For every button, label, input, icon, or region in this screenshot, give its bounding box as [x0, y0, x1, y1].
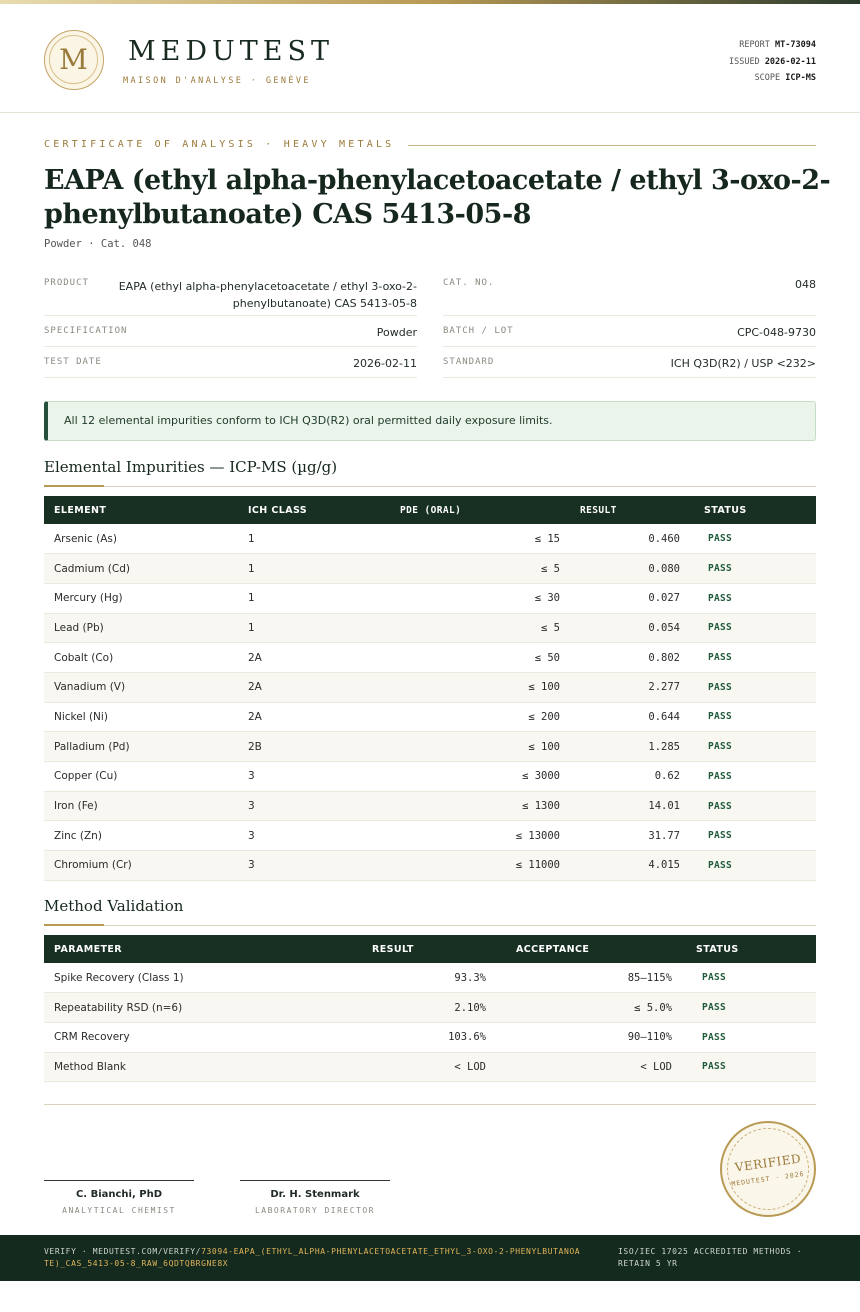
info-batch-value: CPC-048-9730: [737, 326, 816, 339]
pde-cell: ≤ 50: [368, 643, 570, 673]
logo-letter: M: [59, 43, 88, 76]
element-cell: Copper (Cu): [44, 762, 238, 792]
table-row: [44, 672, 816, 702]
status-badge: PASS: [690, 851, 816, 881]
element-cell: Vanadium (V): [44, 672, 238, 702]
element-cell: Lead (Pb): [44, 613, 238, 643]
signature-role: ANALYTICAL CHEMIST: [62, 1206, 176, 1215]
meta-issued: [729, 54, 816, 71]
info-product: [44, 268, 417, 316]
result-cell: 0.460: [570, 524, 690, 554]
ich-class-cell: 1: [238, 613, 368, 643]
validation-header-row: [44, 935, 816, 963]
meta-issued-value: 2026-02-11: [764, 56, 816, 67]
result-cell: 93.3%: [344, 963, 496, 993]
info-product-label: PRODUCT: [44, 278, 89, 288]
acceptance-cell: 85–115%: [496, 963, 682, 993]
col-acceptance: ACCEPTANCE: [516, 943, 590, 955]
acceptance-cell: ≤ 5.0%: [496, 993, 682, 1023]
result-cell: 31.77: [570, 821, 690, 851]
impurities-section-title: Elemental Impurities — ICP-MS (µg/g): [44, 458, 338, 476]
result-cell: 1.285: [570, 732, 690, 762]
table-row: [44, 993, 816, 1023]
footer: [0, 1235, 860, 1281]
parameter-cell: Method Blank: [44, 1052, 344, 1082]
result-cell: 0.62: [570, 762, 690, 792]
col-status: STATUS: [704, 504, 747, 516]
status-badge: PASS: [690, 821, 816, 851]
acceptance-cell: 90–110%: [496, 1022, 682, 1052]
element-cell: Palladium (Pd): [44, 732, 238, 762]
meta-issued-label: ISSUED: [728, 56, 760, 67]
signature-name: Dr. H. Stenmark: [270, 1189, 360, 1200]
ich-class-cell: 1: [238, 524, 368, 554]
info-standard-label: STANDARD: [443, 357, 495, 367]
acceptance-cell: < LOD: [496, 1052, 682, 1082]
ich-class-cell: 2A: [238, 702, 368, 732]
ich-class-cell: 1: [238, 554, 368, 584]
pde-cell: ≤ 1300: [368, 791, 570, 821]
status-badge: PASS: [682, 1052, 816, 1082]
pde-cell: ≤ 15: [368, 524, 570, 554]
page-subtitle: Powder · Cat. 048: [44, 238, 152, 250]
validation-section-title: Method Validation: [44, 897, 184, 915]
impurities-rule-accent: [44, 485, 104, 487]
status-badge: PASS: [690, 554, 816, 584]
page-title: EAPA (ethyl alpha-phenylacetoacetate / ethyl 3-oxo-2-phenylbutanoate) CAS 5413-05-8: [44, 165, 831, 230]
table-row: [44, 762, 816, 792]
verified-seal: [720, 1121, 816, 1217]
accreditation-note: ISO/IEC 17025 ACCREDITED METHODS · RETAIN 5 YR: [618, 1247, 803, 1268]
seal-main-text: VERIFIED: [734, 1151, 802, 1175]
col-ich-class: ICH CLASS: [248, 504, 307, 516]
pde-cell: ≤ 5: [368, 613, 570, 643]
result-cell: 103.6%: [344, 1022, 496, 1052]
status-badge: PASS: [690, 672, 816, 702]
ich-class-cell: 2B: [238, 732, 368, 762]
signature-chemist: [44, 1180, 194, 1215]
parameter-cell: CRM Recovery: [44, 1022, 344, 1052]
signature-role: LABORATORY DIRECTOR: [254, 1206, 375, 1215]
col-result: RESULT: [580, 504, 617, 516]
table-row: [44, 1052, 816, 1082]
table-row: [44, 821, 816, 851]
result-cell: 0.644: [570, 702, 690, 732]
table-row: [44, 554, 816, 584]
col-element: ELEMENT: [54, 504, 107, 516]
ich-class-cell: 3: [238, 791, 368, 821]
result-cell: 0.027: [570, 583, 690, 613]
meta-scope-label: SCOPE: [754, 73, 781, 83]
pde-cell: ≤ 5: [368, 554, 570, 584]
result-cell: < LOD: [344, 1052, 496, 1082]
element-cell: Arsenic (As): [44, 524, 238, 554]
table-row: [44, 732, 816, 762]
status-badge: PASS: [690, 583, 816, 613]
element-cell: Iron (Fe): [44, 791, 238, 821]
verify-line: [44, 1246, 584, 1270]
ich-class-cell: 3: [238, 851, 368, 881]
status-badge: PASS: [690, 762, 816, 792]
col-pde: PDE (ORAL): [400, 504, 462, 516]
result-cell: 2.10%: [344, 993, 496, 1023]
status-badge: PASS: [682, 1022, 816, 1052]
validation-table: [44, 935, 816, 1082]
info-specification: [44, 316, 417, 347]
brand-tagline: MAISON D'ANALYSE · GENÈVE: [123, 76, 311, 86]
result-cell: 4.015: [570, 851, 690, 881]
meta-scope: [729, 70, 816, 87]
col-val-result: RESULT: [372, 943, 414, 955]
conformance-notice: All 12 elemental impurities conform to ICH Q3D(R2) oral permitted daily exposure limits.: [44, 401, 816, 441]
table-row: [44, 643, 816, 673]
validation-section-rule: [44, 925, 816, 926]
result-cell: 0.802: [570, 643, 690, 673]
ich-class-cell: 3: [238, 821, 368, 851]
ich-class-cell: 1: [238, 583, 368, 613]
logo: [44, 30, 104, 90]
element-cell: Cobalt (Co): [44, 643, 238, 673]
pde-cell: ≤ 3000: [368, 762, 570, 792]
table-row: [44, 613, 816, 643]
table-row: [44, 702, 816, 732]
result-cell: 14.01: [570, 791, 690, 821]
signature-director: [240, 1180, 390, 1215]
status-badge: PASS: [682, 993, 816, 1023]
eyebrow-divider: [408, 145, 816, 146]
ich-class-cell: 2A: [238, 672, 368, 702]
result-cell: 0.054: [570, 613, 690, 643]
pde-cell: ≤ 30: [368, 583, 570, 613]
info-product-value: EAPA (ethyl alpha-phenylacetoacetate / ethyl 3-oxo-2-phenylbutanoate) CAS 5413-05-8: [118, 280, 417, 310]
result-cell: 0.080: [570, 554, 690, 584]
info-cat-no: [443, 268, 816, 316]
report-meta: [729, 37, 816, 87]
impurities-table: [44, 496, 816, 881]
info-standard-value: ICH Q3D(R2) / USP <232>: [670, 357, 816, 370]
table-row: [44, 583, 816, 613]
verify-prefix: VERIFY · MEDUTEST.COM/VERIFY/: [44, 1247, 202, 1256]
info-cat-label: CAT. NO.: [443, 278, 495, 288]
brand-name: MEDUTEST: [128, 36, 334, 67]
seal-sub-text: MEDUTEST · 2026: [730, 1169, 806, 1189]
info-cat-value: 048: [795, 278, 816, 291]
ich-class-cell: 3: [238, 762, 368, 792]
col-parameter: PARAMETER: [54, 943, 122, 955]
status-badge: PASS: [690, 791, 816, 821]
signature-divider: [44, 1104, 816, 1105]
meta-scope-value: ICP-MS: [785, 73, 816, 83]
status-badge: PASS: [690, 524, 816, 554]
status-badge: PASS: [690, 643, 816, 673]
meta-report: [729, 37, 816, 54]
pde-cell: ≤ 11000: [368, 851, 570, 881]
table-row: [44, 851, 816, 881]
verify-link[interactable]: 73094-EAPA_(ETHYL_ALPHA-PHENYLACETOACETATE_ETHYL_3-OXO-2-PHENYLBUTANOATE)_CAS_5413-05-8_RAW_6QDTQBRGNE8X: [44, 1247, 581, 1268]
info-standard: [443, 347, 816, 378]
header: [0, 4, 860, 113]
document-eyebrow: CERTIFICATE OF ANALYSIS · HEAVY METALS: [44, 139, 395, 150]
info-test-date: [44, 347, 417, 378]
meta-report-value: MT-73094: [775, 40, 816, 50]
element-cell: Zinc (Zn): [44, 821, 238, 851]
pde-cell: ≤ 200: [368, 702, 570, 732]
impurities-section-rule: [44, 486, 816, 487]
info-batch-label: BATCH / LOT: [443, 326, 514, 336]
pde-cell: ≤ 100: [368, 672, 570, 702]
pde-cell: ≤ 13000: [368, 821, 570, 851]
result-cell: 2.277: [570, 672, 690, 702]
info-spec-label: SPECIFICATION: [44, 326, 128, 336]
parameter-cell: Repeatability RSD (n=6): [44, 993, 344, 1023]
parameter-cell: Spike Recovery (Class 1): [44, 963, 344, 993]
validation-rule-accent: [44, 924, 104, 926]
info-date-label: TEST DATE: [44, 357, 102, 367]
pde-cell: ≤ 100: [368, 732, 570, 762]
info-date-value: 2026-02-11: [353, 357, 417, 370]
impurities-header-row: [44, 496, 816, 524]
ich-class-cell: 2A: [238, 643, 368, 673]
status-badge: PASS: [690, 613, 816, 643]
element-cell: Mercury (Hg): [44, 583, 238, 613]
table-row: [44, 1022, 816, 1052]
table-row: [44, 963, 816, 993]
table-row: [44, 524, 816, 554]
status-badge: PASS: [690, 702, 816, 732]
col-val-status: STATUS: [696, 943, 739, 955]
info-batch: [443, 316, 816, 347]
element-cell: Cadmium (Cd): [44, 554, 238, 584]
status-badge: PASS: [682, 963, 816, 993]
signature-name: C. Bianchi, PhD: [75, 1189, 163, 1200]
status-badge: PASS: [690, 732, 816, 762]
element-cell: Chromium (Cr): [44, 851, 238, 881]
table-row: [44, 791, 816, 821]
element-cell: Nickel (Ni): [44, 702, 238, 732]
meta-report-label: REPORT: [739, 40, 770, 50]
info-spec-value: Powder: [376, 326, 417, 339]
